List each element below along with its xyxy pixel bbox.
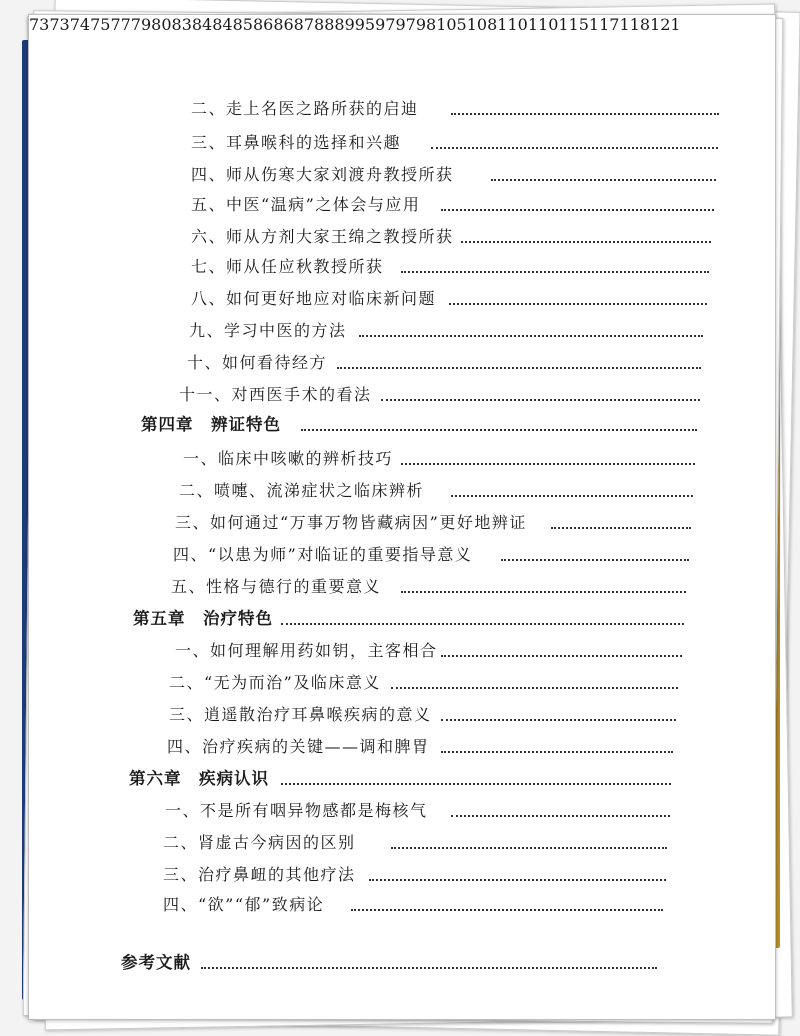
toc-entry-title: 一、临床中咳嗽的辨析技巧 xyxy=(183,446,397,469)
toc-entry-title: 五、中医“温病”之体会与应用 xyxy=(191,192,424,215)
toc-page-number: 77 xyxy=(110,15,131,34)
toc-entry-title: 三、耳鼻喉科的选择和兴趣 xyxy=(191,130,405,153)
toc-section-entry xyxy=(29,537,775,567)
toc-page-number: 75 xyxy=(90,15,111,34)
toc-entry-title: 七、师从任应秋教授所获 xyxy=(191,254,388,277)
toc-page-number: 110 xyxy=(497,15,528,34)
toc-chapter-entry xyxy=(29,407,775,437)
toc-entry-title: 二、肾虚古今病因的区别 xyxy=(163,830,360,853)
toc-section-entry xyxy=(29,441,775,471)
toc-dot-leader xyxy=(281,623,684,625)
toc-section-entry xyxy=(29,729,775,759)
toc-entry-title: 五、性格与德行的重要意义 xyxy=(171,574,385,597)
toc-page-number: 89 xyxy=(334,15,355,34)
toc-page-number: 86 xyxy=(273,15,294,34)
toc-chapter-title: 第五章 治疗特色 xyxy=(133,605,277,629)
toc-entry-title: 八、如何更好地应对临床新问题 xyxy=(191,286,440,309)
toc-page-number: 110 xyxy=(527,15,559,34)
toc-section-entry xyxy=(29,917,775,947)
toc-entry-title: 十一、对西医手术的看法 xyxy=(179,382,376,405)
toc-dot-leader xyxy=(351,909,663,911)
toc-page-number: 73 xyxy=(29,15,50,34)
toc-section-entry xyxy=(29,219,775,249)
toc-dot-leader xyxy=(451,815,670,817)
toc-chapter-entry xyxy=(29,601,775,631)
toc-entry-title: 三、治疗鼻衄的其他疗法 xyxy=(163,862,360,885)
toc-dot-leader xyxy=(281,783,671,785)
toc-entry-title: 四、“以患为师”对临证的重要指导意义 xyxy=(173,542,476,565)
toc-page-number: 73 xyxy=(49,15,70,34)
toc-section-entry xyxy=(29,887,775,917)
toc-page-number: 97 xyxy=(395,15,416,34)
toc-dot-leader xyxy=(401,463,695,465)
toc-dot-leader xyxy=(369,879,666,881)
toc-page-number: 121 xyxy=(650,15,681,34)
toc-entry-title: 二、喷嚏、流涕症状之临床辨析 xyxy=(179,478,428,501)
toc-entry-title: 一、如何理解用药如钥，主客相合 xyxy=(175,638,442,661)
toc-page-number: 74 xyxy=(69,15,91,34)
toc-dot-leader xyxy=(491,179,716,181)
toc-dot-leader xyxy=(461,241,711,243)
toc-section-entry xyxy=(29,825,775,855)
toc-dot-leader xyxy=(501,559,689,561)
toc-dot-leader xyxy=(449,303,707,305)
toc-page-number: 83 xyxy=(171,15,192,34)
toc-section-entry xyxy=(29,187,775,217)
toc-section-entry xyxy=(29,569,775,599)
toc-dot-leader xyxy=(441,209,714,211)
toc-dot-leader xyxy=(451,113,719,115)
toc-dot-leader xyxy=(441,751,673,753)
toc-page xyxy=(28,14,776,1020)
toc-page-number: 108 xyxy=(466,15,498,34)
toc-dot-leader xyxy=(337,367,701,369)
toc-section-entry xyxy=(29,157,775,187)
toc-section-entry xyxy=(29,697,775,727)
toc-page-number: 79 xyxy=(130,15,152,34)
toc-chapter-entry xyxy=(29,761,775,791)
toc-section-entry xyxy=(29,281,775,311)
toc-dot-leader xyxy=(551,527,691,529)
toc-section-entry xyxy=(29,125,775,155)
toc-section-entry xyxy=(29,91,775,121)
toc-entry-title: 二、走上名医之路所获的启迪 xyxy=(191,96,423,119)
toc-page-number: 88 xyxy=(314,15,335,34)
toc-dot-leader xyxy=(381,399,700,401)
toc-entry-title: 九、学习中医的方法 xyxy=(189,318,351,341)
toc-section-entry xyxy=(29,857,775,887)
toc-page-number: 84 xyxy=(212,15,233,34)
toc-dot-leader xyxy=(441,655,682,657)
toc-entry-title: 六、师从方剂大家王绵之教授所获 xyxy=(191,224,458,247)
toc-dot-leader xyxy=(431,147,718,149)
toc-section-entry xyxy=(29,377,775,407)
toc-page-number: 98 xyxy=(415,15,437,34)
toc-entry-title: 三、逍遥散治疗耳鼻喉疾病的意义 xyxy=(169,702,436,725)
toc-dot-leader xyxy=(201,967,657,969)
toc-dot-leader xyxy=(359,335,703,337)
toc-page-number: 80 xyxy=(151,15,172,34)
toc-section-entry xyxy=(29,345,775,375)
toc-page-number: 86 xyxy=(252,15,274,34)
toc-chapter-title: 参考文献 xyxy=(121,949,195,973)
toc-chapter-title: 第六章 疾病认识 xyxy=(129,765,273,789)
toc-entry-title: 四、师从伤寒大家刘渡舟教授所获 xyxy=(191,162,458,185)
toc-section-entry xyxy=(29,505,775,535)
toc-entry-title: 四、“欲”“郁”致病论 xyxy=(163,892,328,915)
toc-dot-leader xyxy=(391,847,667,849)
toc-dot-leader xyxy=(401,591,686,593)
toc-dot-leader xyxy=(441,719,676,721)
toc-section-entry xyxy=(29,473,775,503)
toc-page-number: 84 xyxy=(191,15,213,34)
toc-page-number: 85 xyxy=(232,15,253,34)
toc-section-entry xyxy=(29,313,775,343)
toc-entry-title: 三、如何通过“万事万物皆藏病因”更好地辨证 xyxy=(175,510,531,533)
toc-page-number: 118 xyxy=(619,15,651,34)
toc-section-entry xyxy=(29,633,775,663)
toc-entry-title: 二、“无为而治”及临床意义 xyxy=(169,670,385,693)
toc-page-number: 95 xyxy=(354,15,376,34)
toc-entry-title: 一、不是所有咽异物感都是梅核气 xyxy=(165,798,432,821)
toc-section-entry xyxy=(29,665,775,695)
toc-dot-leader xyxy=(391,687,678,689)
toc-dot-leader xyxy=(401,271,709,273)
toc-page-number: 105 xyxy=(436,15,467,34)
toc-section-entry xyxy=(29,793,775,823)
toc-dot-leader xyxy=(301,429,697,431)
toc-section-entry xyxy=(29,249,775,279)
toc-page-number: 117 xyxy=(588,15,620,34)
toc-entry-title: 四、治疗疾病的关键——调和脾胃 xyxy=(167,734,434,757)
toc-dot-leader xyxy=(451,495,693,497)
toc-page-number: 87 xyxy=(293,15,315,34)
toc-chapter-title: 第四章 辨证特色 xyxy=(141,411,285,435)
toc-page-number: 97 xyxy=(375,15,396,34)
toc-entry-title: 十、如何看待经方 xyxy=(187,350,331,373)
toc-page-number: 115 xyxy=(558,15,589,34)
toc-chapter-entry xyxy=(29,945,775,975)
